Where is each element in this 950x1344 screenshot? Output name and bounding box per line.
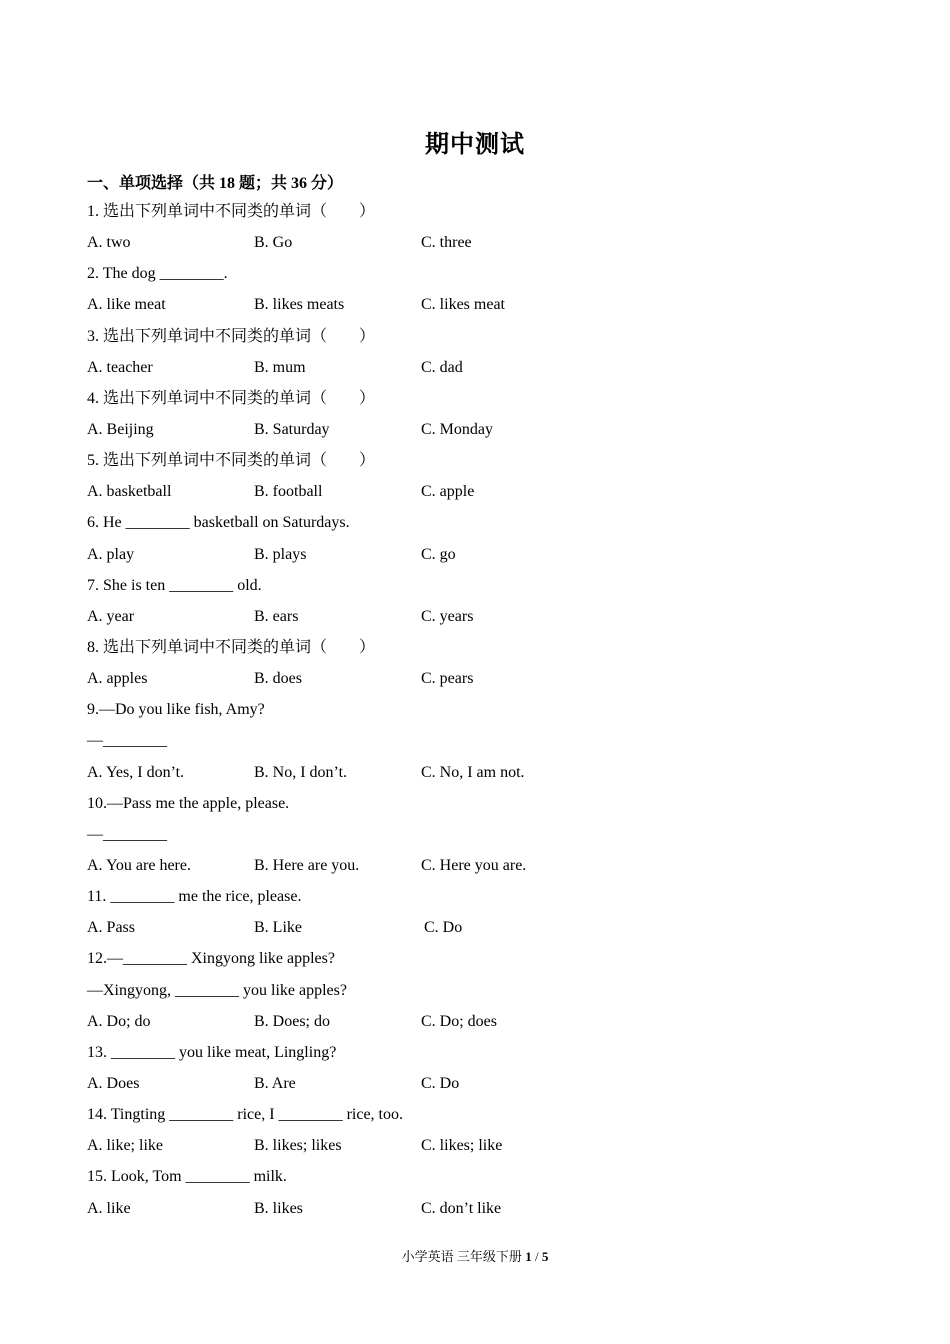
question-stem: 7. She is ten ________ old. (87, 576, 262, 594)
option-b: B. does (254, 670, 302, 688)
question-response-line: —Xingyong, ________ you like apples? (87, 981, 347, 999)
option-a: A. You are here. (87, 856, 191, 874)
question-item (87, 258, 887, 320)
question-stem: 6. He ________ basketball on Saturdays. (87, 514, 350, 532)
question-item (87, 881, 887, 943)
question-item (87, 196, 887, 258)
question-stem: 5. 选出下列单词中不同类的单词（ ） (87, 452, 376, 470)
option-c: C. likes meat (421, 296, 505, 314)
question-stem: 3. 选出下列单词中不同类的单词（ ） (87, 327, 376, 345)
option-b: B. likes meats (254, 296, 345, 314)
footer-separator: / (531, 1249, 542, 1264)
question-item (87, 570, 887, 632)
page-title: 期中测试 (425, 132, 525, 158)
option-c: C. don’t like (421, 1199, 502, 1217)
option-b: B. mum (254, 358, 306, 376)
option-a: A. year (87, 607, 135, 625)
option-row (87, 912, 887, 943)
option-row (87, 1193, 887, 1224)
question-stem: 12.—________ Xingyong like apples? (87, 950, 335, 968)
option-row (87, 850, 887, 881)
option-row (87, 289, 887, 320)
question-item (87, 632, 887, 694)
option-b: B. football (254, 483, 323, 501)
option-b: B. Does; do (254, 1012, 330, 1030)
question-item (87, 1037, 887, 1099)
option-b: B. Go (254, 234, 293, 252)
option-c: C. years (421, 607, 474, 625)
option-a: A. Yes, I don’t. (87, 763, 185, 781)
question-stem: 11. ________ me the rice, please. (87, 888, 302, 906)
option-a: A. Beijing (87, 420, 154, 438)
option-b: B. Saturday (254, 420, 330, 438)
option-b: B. No, I don’t. (254, 763, 348, 781)
option-c: C. apple (421, 483, 475, 501)
question-item (87, 321, 887, 383)
option-a: A. like (87, 1199, 131, 1217)
question-stem: 4. 选出下列单词中不同类的单词（ ） (87, 389, 376, 407)
option-row (87, 663, 887, 694)
option-c: C. Here you are. (421, 856, 527, 874)
page-footer (0, 1246, 950, 1265)
option-a: A. like meat (87, 296, 166, 314)
question-stem: 13. ________ you like meat, Lingling? (87, 1043, 337, 1061)
option-c: C. dad (421, 358, 463, 376)
option-row (87, 1006, 887, 1037)
option-a: A. teacher (87, 358, 153, 376)
option-row (87, 1068, 887, 1099)
option-c: C. No, I am not. (421, 763, 525, 781)
question-list (87, 196, 887, 1224)
option-a: A. Pass (87, 919, 136, 937)
option-c: C. go (421, 545, 456, 563)
question-stem: 15. Look, Tom ________ milk. (87, 1168, 287, 1186)
question-stem: 9.—Do you like fish, Amy? (87, 701, 265, 719)
section-heading: 一、单项选择（共 18 题；共 36 分） (87, 175, 344, 192)
question-item (87, 1161, 887, 1223)
option-c: C. likes; like (421, 1137, 503, 1155)
option-row (87, 601, 887, 632)
option-row (87, 476, 887, 507)
question-item (87, 445, 887, 507)
option-row (87, 227, 887, 258)
option-a: A. like; like (87, 1137, 163, 1155)
option-a: A. apples (87, 670, 148, 688)
option-a: A. play (87, 545, 135, 563)
question-stem: 14. Tingting ________ rice, I ________ rice, too. (87, 1106, 403, 1124)
option-b: B. likes; likes (254, 1137, 342, 1155)
option-b: B. Like (254, 919, 302, 937)
option-row (87, 539, 887, 570)
option-c: C. pears (421, 670, 474, 688)
option-c: C. Monday (421, 420, 493, 438)
option-b: B. likes (254, 1199, 303, 1217)
option-c: C. three (421, 234, 472, 252)
question-item (87, 383, 887, 445)
option-a: A. two (87, 234, 131, 252)
question-stem: 2. The dog ________. (87, 265, 228, 283)
option-b: B. Here are you. (254, 856, 360, 874)
question-response-line: —________ (87, 732, 167, 750)
question-response-line: —________ (87, 825, 167, 843)
option-row (87, 352, 887, 383)
footer-page-total: 5 (541, 1249, 549, 1264)
option-a: A. Does (87, 1074, 140, 1092)
question-stem: 10.—Pass me the apple, please. (87, 794, 290, 812)
option-row (87, 414, 887, 445)
question-item (87, 507, 887, 569)
option-c: C. Do (421, 1074, 460, 1092)
option-b: B. plays (254, 545, 307, 563)
option-a: A. basketball (87, 483, 172, 501)
option-row (87, 1130, 887, 1161)
option-b: B. ears (254, 607, 299, 625)
option-row (87, 757, 887, 788)
option-c: C. Do (424, 919, 463, 937)
question-item (87, 694, 887, 787)
question-item (87, 788, 887, 881)
option-a: A. Do; do (87, 1012, 151, 1030)
question-item (87, 943, 887, 1036)
footer-subject: 小学英语 三年级下册 (401, 1249, 522, 1264)
option-b: B. Are (254, 1074, 296, 1092)
question-stem: 1. 选出下列单词中不同类的单词（ ） (87, 203, 376, 220)
question-item (87, 1099, 887, 1161)
question-stem: 8. 选出下列单词中不同类的单词（ ） (87, 638, 376, 656)
footer-page-number: 1 (525, 1249, 532, 1264)
option-c: C. Do; does (421, 1012, 497, 1030)
